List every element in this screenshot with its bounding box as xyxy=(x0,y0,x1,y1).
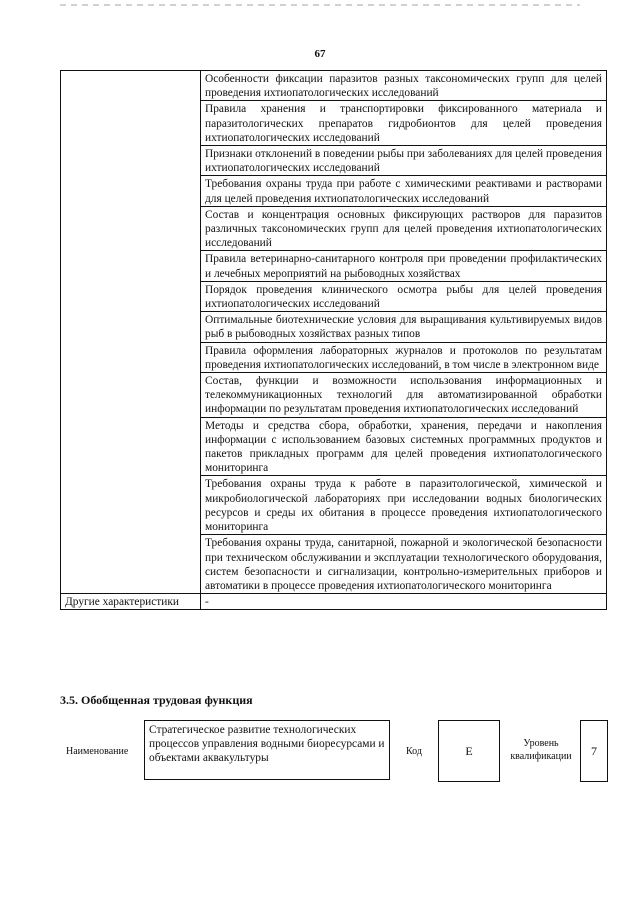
knowledge-cell: Состав и концентрация основных фиксирующих растворов для паразитов различных таксономических групп для целей проведения ихтиопатологических исследований xyxy=(201,206,607,251)
scan-edge-artifact xyxy=(60,4,580,6)
code-label: Код xyxy=(406,746,422,757)
knowledge-cell: Правила оформления лабораторных журналов и протоколов по результатам проведения ихтиопатологических исследований, в том числе в электронном виде xyxy=(201,342,607,372)
knowledge-cell: Состав, функции и возможности использования информационных и телекоммуникационных технологий для автоматизированной обработки информации по результатам проведения ихтиопатологических исследований xyxy=(201,373,607,418)
qualification-level-label: Уровень квалификации xyxy=(510,738,572,762)
knowledge-cell: Оптимальные биотехнические условия для выращивания культивируемых видов рыб в рыбоводных хозяйствах разных типов xyxy=(201,312,607,342)
knowledge-cell: Порядок проведения клинического осмотра рыбы для целей проведения ихтиопатологических исследований xyxy=(201,281,607,311)
knowledge-cell: Признаки отклонений в поведении рыбы при заболеваниях для целей проведения ихтиопатологических исследований xyxy=(201,146,607,176)
page-number: 67 xyxy=(314,48,326,60)
knowledge-cell: Методы и средства сбора, обработки, хранения, передачи и накопления информации с использованием базовых системных программных продуктов и пакетов прикладных программ для целей проведения ихтиопатологического мониторинга xyxy=(201,417,607,476)
table-row xyxy=(61,71,607,101)
knowledge-cell: Требования охраны труда к работе в паразитологической, химической и микробиологической лабораториях при исследовании водных биологических ресурсов и среды их обитания в процессе проведения ихтиопатологического мониторинга xyxy=(201,476,607,535)
other-characteristics-value: - xyxy=(201,594,607,610)
knowledge-cell: Правила хранения и транспортировки фиксированного материала и паразитологических препаратов гидробионтов для целей проведения ихтиопатологических исследований xyxy=(201,101,607,146)
name-value-box: Стратегическое развитие технологических процессов управления водными биоресурсами и объектами аквакультуры xyxy=(144,720,390,780)
category-cell xyxy=(61,71,201,594)
knowledge-cell: Требования охраны труда, санитарной, пожарной и экологической безопасности при техническом обслуживании и эксплуатации технологического оборудования, систем безопасности и сигнализации, контрольно-измерительных приборов и автоматики в процессе проведения ихтиопатологического мониторинга xyxy=(201,535,607,594)
other-characteristics-label: Другие характеристики xyxy=(61,594,201,610)
code-value-box: E xyxy=(438,720,500,782)
knowledge-cell: Правила ветеринарно-санитарного контроля при проведении профилактических и лечебных мероприятий на рыбоводных хозяйствах xyxy=(201,251,607,281)
knowledge-cell: Требования охраны труда при работе с химическими реактивами и растворами для целей проведения ихтиопатологических исследований xyxy=(201,176,607,206)
name-label: Наименование xyxy=(66,746,129,757)
knowledge-cell: Особенности фиксации паразитов разных таксономических групп для целей проведения ихтиопатологических исследований xyxy=(201,71,607,101)
section-title: 3.5. Обобщенная трудовая функция xyxy=(60,693,253,707)
table-row-other xyxy=(61,594,607,610)
knowledge-table xyxy=(60,70,607,610)
qualification-level-box: 7 xyxy=(580,720,608,782)
